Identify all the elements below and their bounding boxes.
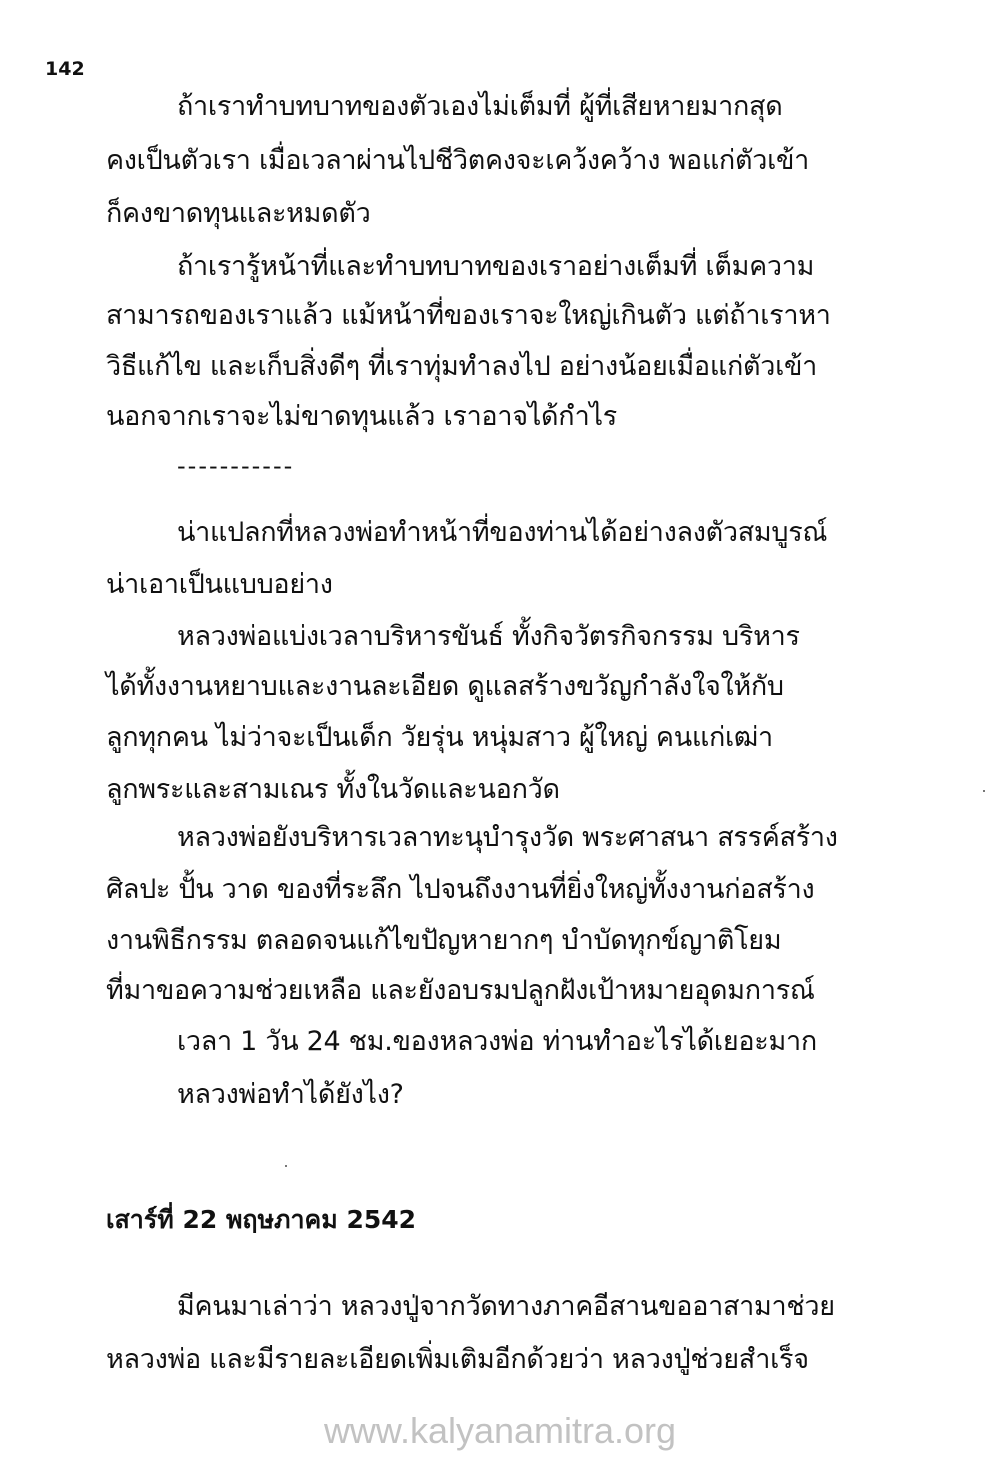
paragraph-line: ได้ทั้งงานหยาบและงานละเอียด ดูแลสร้างขวัญกำลังใจให้กับ [106,671,784,702]
paragraph-line: งานพิธีกรรม ตลอดจนแก้ไขปัญหายากๆ บำบัดทุกข์ญาติโยม [106,925,782,956]
paragraph-line: หลวงพ่อแบ่งเวลาบริหารขันธ์ ทั้งกิจวัตรกิจกรรม บริหาร [177,621,800,652]
paragraph-line: ลูกทุกคน ไม่ว่าจะเป็นเด็ก วัยรุ่น หนุ่มสาว ผู้ใหญ่ คนแก่เฒ่า [106,722,773,753]
paragraph-line: น่าแปลกที่หลวงพ่อทำหน้าที่ของท่านได้อย่างลงตัวสมบูรณ์ [177,517,828,548]
paragraph-line: ลูกพระและสามเณร ทั้งในวัดและนอกวัด [106,774,560,805]
scan-speck [983,790,985,792]
paragraph-line: ก็คงขาดทุนและหมดตัว [106,198,371,229]
paragraph-line: หลวงพ่อ และมีรายละเอียดเพิ่มเติมอีกด้วยว่า หลวงปู่ช่วยสำเร็จ [106,1344,809,1375]
date-heading: เสาร์ที่ 22 พฤษภาคม 2542 [106,1205,417,1234]
paragraph-line: คงเป็นตัวเรา เมื่อเวลาผ่านไปชีวิตคงจะเคว้งคว้าง พอแก่ตัวเข้า [106,145,810,176]
watermark: www.kalyanamitra.org [323,1410,677,1451]
paragraph-line: เวลา 1 วัน 24 ชม.ของหลวงพ่อ ท่านทำอะไรได้เยอะมาก [177,1026,817,1057]
paragraph-line: ที่มาขอความช่วยเหลือ และยังอบรมปลูกฝังเป้าหมายอุดมการณ์ [106,975,815,1006]
paragraph-line: น่าเอาเป็นแบบอย่าง [106,569,333,600]
paragraph-line: นอกจากเราจะไม่ขาดทุนแล้ว เราอาจได้กำไร [106,401,617,432]
section-separator: ----------- [177,452,295,480]
paragraph-line: ศิลปะ ปั้น วาด ของที่ระลึก ไปจนถึงงานที่ยิ่งใหญ่ทั้งงานก่อสร้าง [106,874,815,905]
paragraph-line: สามารถของเราแล้ว แม้หน้าที่ของเราจะใหญ่เกินตัว แต่ถ้าเราหา [106,300,831,331]
scan-speck [285,1165,287,1167]
paragraph-line: ถ้าเรารู้หน้าที่และทำบทบาทของเราอย่างเต็มที่ เต็มความ [177,251,815,282]
paragraph-line: วิธีแก้ไข และเก็บสิ่งดีๆ ที่เราทุ่มทำลงไป อย่างน้อยเมื่อแก่ตัวเข้า [106,351,818,382]
paragraph-line: หลวงพ่อทำได้ยังไง? [177,1079,404,1110]
paragraph-line: มีคนมาเล่าว่า หลวงปู่จากวัดทางภาคอีสานขออาสามาช่วย [177,1291,835,1322]
paragraph-line: หลวงพ่อยังบริหารเวลาทะนุบำรุงวัด พระศาสนา สรรค์สร้าง [177,822,838,853]
page-number: 142 [45,58,85,80]
paragraph-line: ถ้าเราทำบทบาทของตัวเองไม่เต็มที่ ผู้ที่เสียหายมากสุด [177,91,783,122]
